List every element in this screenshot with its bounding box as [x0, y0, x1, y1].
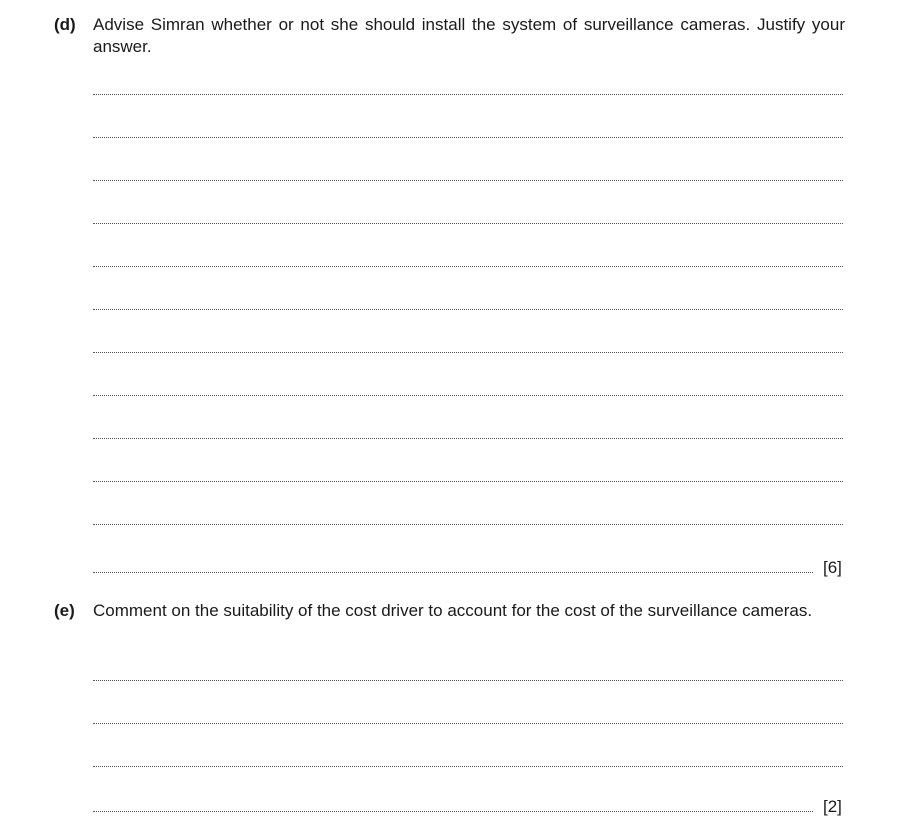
answer-line[interactable] — [93, 680, 843, 681]
answer-line[interactable] — [93, 352, 843, 353]
answer-line[interactable] — [93, 481, 843, 482]
marks-label: [6] — [823, 558, 842, 577]
question-e — [0, 590, 910, 825]
answer-line[interactable] — [93, 395, 843, 396]
question-text: Comment on the suitability of the cost driver to account for the cost of the surveillance cameras. — [93, 601, 813, 620]
answer-line[interactable] — [93, 266, 843, 267]
answer-line[interactable] — [93, 572, 813, 573]
question-label: (e) — [54, 601, 75, 620]
marks-label: [2] — [823, 797, 842, 816]
answer-line[interactable] — [93, 723, 843, 724]
answer-line[interactable] — [93, 94, 843, 95]
answer-line[interactable] — [93, 223, 843, 224]
answer-line[interactable] — [93, 524, 843, 525]
question-text: Advise Simran whether or not she should install the system of surveillance cameras. Justify your answer. — [93, 15, 845, 56]
answer-line[interactable] — [93, 766, 843, 767]
answer-line[interactable] — [93, 137, 843, 138]
answer-line[interactable] — [93, 180, 843, 181]
question-label: (d) — [54, 15, 76, 34]
answer-line[interactable] — [93, 438, 843, 439]
answer-line[interactable] — [93, 811, 813, 812]
answer-line[interactable] — [93, 309, 843, 310]
